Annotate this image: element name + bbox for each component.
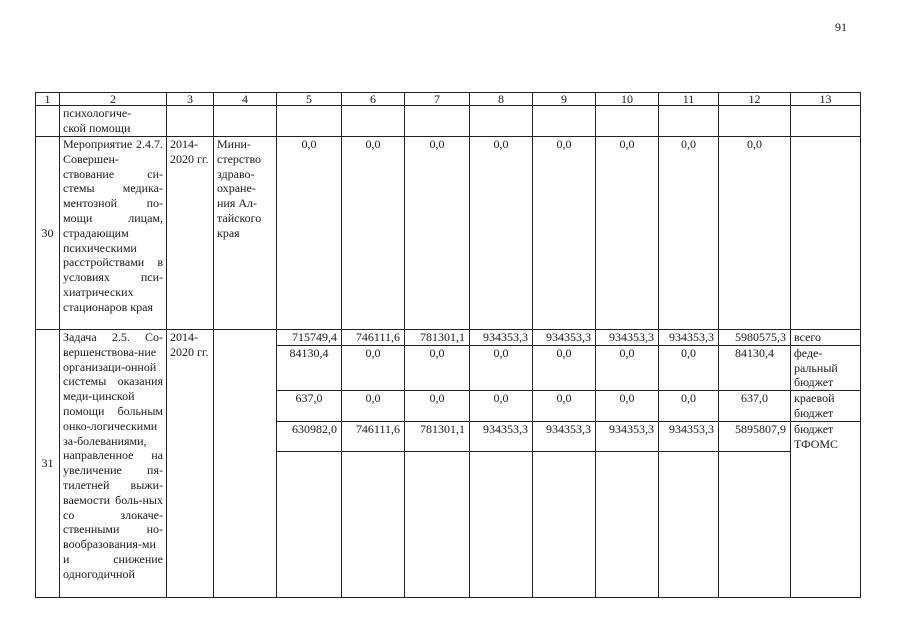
value-cell [659, 106, 719, 137]
header-cell: 1 [36, 93, 60, 106]
value-cell: 934353,3 [659, 330, 719, 346]
value-cell: 0,0 [470, 137, 533, 330]
value-cell: 0,0 [342, 137, 405, 330]
value-cell: 934353,3 [596, 421, 659, 451]
source-cell: феде- ральный бюджет [791, 345, 861, 390]
value-cell: 0,0 [405, 137, 470, 330]
value-cell [277, 106, 342, 137]
source-cell: краевой бюджет [791, 391, 861, 422]
budget-table [35, 92, 861, 598]
value-cell: 0,0 [342, 391, 405, 422]
value-cell: 934353,3 [470, 421, 533, 451]
value-cell: 0,0 [596, 345, 659, 390]
value-cell [277, 451, 342, 597]
header-cell: 2 [60, 93, 167, 106]
header-row [36, 93, 861, 106]
value-cell: 0,0 [533, 391, 596, 422]
value-cell [405, 451, 470, 597]
source-cell [791, 106, 861, 137]
value-cell: 0,0 [342, 345, 405, 390]
continuation-row [36, 106, 861, 137]
header-cell: 8 [470, 93, 533, 106]
value-cell: 934353,3 [659, 421, 719, 451]
header-cell: 9 [533, 93, 596, 106]
period-cell: 2014- 2020 гг. [167, 137, 214, 330]
header-cell: 10 [596, 93, 659, 106]
value-cell [659, 451, 719, 597]
value-cell [596, 106, 659, 137]
measure-description: Мероприятие 2.4.7. Совершен-ствование си-стемы медика-ментозной по-мощи лицам, страдающим психическими расстройствами в условиях пси-хиатрических стационаров края [60, 137, 167, 330]
header-cell: 11 [659, 93, 719, 106]
value-cell: 0,0 [596, 391, 659, 422]
value-cell [342, 451, 405, 597]
value-cell [470, 451, 533, 597]
source-cell [791, 137, 861, 330]
measure-description: Задача 2.5. Со-вершенствова-ние организаци-онной системы оказания меди-цинской помощи больным онко-логическими за-болеваниями, направленное на увеличение пя-тилетней выжи-ваемости боль-ных со злокаче-ственными но-вообразования-ми и снижение одногодичной [60, 330, 167, 598]
table-row [36, 330, 861, 346]
measure-description: психологиче- ской помощи [60, 106, 167, 137]
period-cell [167, 106, 214, 137]
header-cell: 5 [277, 93, 342, 106]
value-cell [342, 106, 405, 137]
value-cell: 0,0 [719, 137, 791, 330]
value-cell: 746111,6 [342, 330, 405, 346]
value-cell: 5980575,3 [719, 330, 791, 346]
header-cell: 4 [214, 93, 277, 106]
page-number: 91 [835, 20, 847, 34]
row-number-cell: 30 [36, 137, 60, 330]
period-cell: 2014- 2020 гг. [167, 330, 214, 598]
source-cell [791, 451, 861, 597]
header-cell: 7 [405, 93, 470, 106]
header-cell: 13 [791, 93, 861, 106]
value-cell: 0,0 [405, 391, 470, 422]
value-cell: 934353,3 [533, 421, 596, 451]
value-cell: 0,0 [405, 345, 470, 390]
header-cell: 12 [719, 93, 791, 106]
source-cell: бюджет ТФОМС [791, 421, 861, 451]
executor-cell [214, 330, 277, 598]
value-cell: 746111,6 [342, 421, 405, 451]
value-cell: 0,0 [470, 345, 533, 390]
value-cell: 5895807,9 [719, 421, 791, 451]
value-cell [533, 106, 596, 137]
value-cell [470, 106, 533, 137]
value-cell: 0,0 [596, 137, 659, 330]
value-cell: 0,0 [659, 345, 719, 390]
value-cell: 715749,4 [277, 330, 342, 346]
value-cell: 0,0 [659, 391, 719, 422]
header-cell: 6 [342, 93, 405, 106]
value-cell: 637,0 [719, 391, 791, 422]
value-cell: 0,0 [277, 137, 342, 330]
value-cell: 637,0 [277, 391, 342, 422]
row-number-cell: 31 [36, 330, 60, 598]
executor-cell: Мини- стерство здраво- охране- ния Ал- тайского края [214, 137, 277, 330]
value-cell: 934353,3 [470, 330, 533, 346]
value-cell: 934353,3 [533, 330, 596, 346]
value-cell: 781301,1 [405, 421, 470, 451]
value-cell [405, 106, 470, 137]
table-row [36, 137, 861, 330]
source-cell: всего [791, 330, 861, 346]
value-cell: 0,0 [659, 137, 719, 330]
header-cell: 3 [167, 93, 214, 106]
value-cell: 934353,3 [596, 330, 659, 346]
value-cell: 781301,1 [405, 330, 470, 346]
value-cell: 0,0 [533, 345, 596, 390]
value-cell [719, 451, 791, 597]
executor-cell [214, 106, 277, 137]
value-cell: 630982,0 [277, 421, 342, 451]
value-cell [533, 451, 596, 597]
value-cell: 0,0 [470, 391, 533, 422]
value-cell [596, 451, 659, 597]
value-cell: 84130,4 [719, 345, 791, 390]
value-cell: 84130,4 [277, 345, 342, 390]
value-cell: 0,0 [533, 137, 596, 330]
row-number-cell [36, 106, 60, 137]
value-cell [719, 106, 791, 137]
